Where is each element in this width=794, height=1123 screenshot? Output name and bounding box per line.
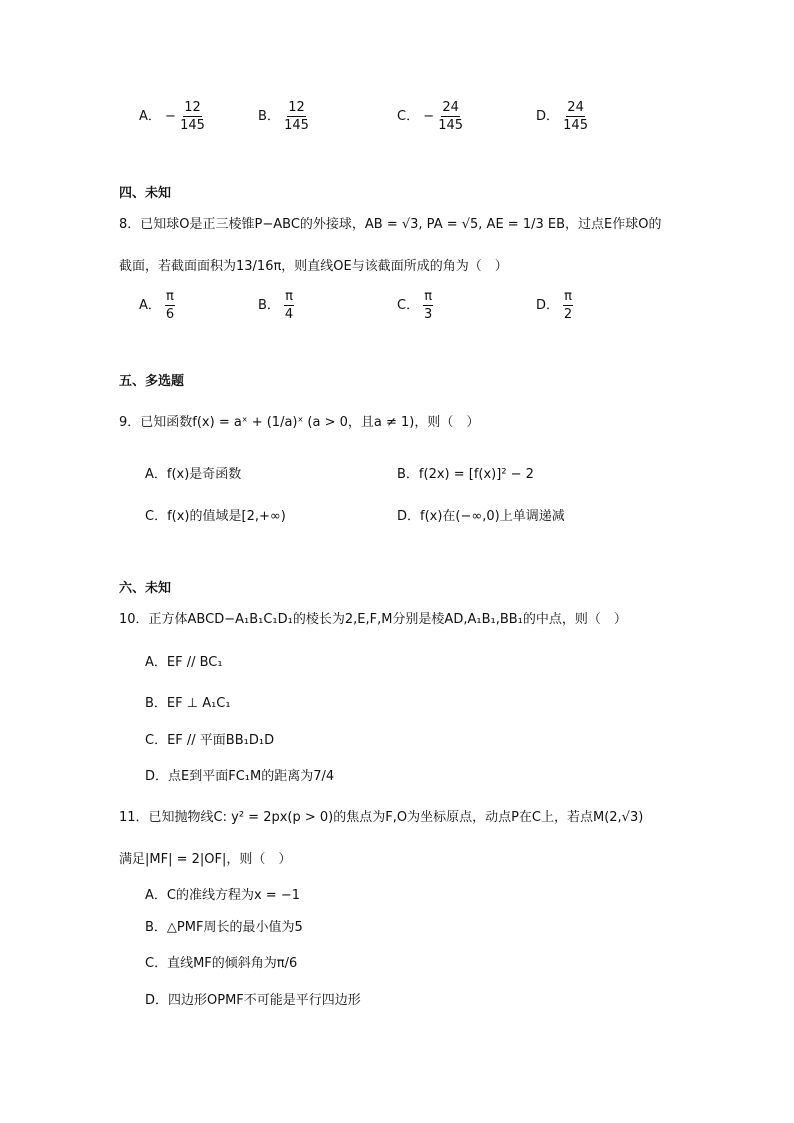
q8-option-c <box>397 290 433 321</box>
q8-b-num: π <box>285 289 293 304</box>
q7-option-d-fraction <box>563 101 588 132</box>
q8-d-den: 2 <box>563 307 573 322</box>
section-4-heading: 四、未知 <box>119 186 172 201</box>
q7-a-num: 12 <box>184 100 201 115</box>
q8-option-c-label: C． <box>397 298 420 313</box>
q7-option-a-label: A． <box>139 109 161 124</box>
q7-option-a-sign: − <box>165 109 176 124</box>
q11-option-d: D．四边形OPMF不可能是平行四边形 <box>145 993 361 1008</box>
q7-option-a-fraction <box>180 101 205 132</box>
q8-option-a <box>139 290 175 321</box>
q10-option-b: B．EF ⊥ A₁C₁ <box>145 696 231 711</box>
q7-b-num: 12 <box>288 100 305 115</box>
section-5-heading: 五、多选题 <box>119 374 185 389</box>
q8-c-den: 3 <box>423 307 433 322</box>
q10-option-c: C．EF // 平面BB₁D₁D <box>145 733 275 748</box>
q7-d-den: 145 <box>563 118 588 133</box>
q7-option-b-fraction <box>284 101 309 132</box>
q7-option-c-fraction <box>438 101 463 132</box>
q11-stem-line1: 11．已知抛物线C: y² = 2px(p > 0)的焦点为F,O为坐标原点，动点P在C上，若点M(2,√3) <box>119 810 644 825</box>
q7-option-c <box>397 101 463 132</box>
q7-c-den: 145 <box>438 118 464 133</box>
q11-option-b: B．△PMF周长的最小值为5 <box>145 920 303 935</box>
q9-option-a: A．f(x)是奇函数 <box>145 467 242 482</box>
q8-a-num: π <box>166 289 174 304</box>
q7-b-den: 145 <box>284 118 309 133</box>
q8-stem-line2: 截面，若截面面积为13/16π，则直线OE与该截面所成的角为（ ） <box>119 259 508 274</box>
q7-option-a <box>139 101 205 132</box>
q10-stem: 10．正方体ABCD−A₁B₁C₁D₁的棱长为2,E,F,M分别是棱AD,A₁B₁,BB₁的中点，则（ ） <box>119 612 627 627</box>
q7-option-c-sign: − <box>423 109 435 124</box>
q8-option-b-label: B． <box>258 298 280 313</box>
q8-option-c-fraction <box>423 290 433 321</box>
q7-option-b-label: B． <box>258 109 280 124</box>
q7-c-num: 24 <box>442 100 459 115</box>
q7-option-d-label: D． <box>536 109 560 124</box>
q8-option-d <box>536 290 573 321</box>
q8-option-a-label: A． <box>139 298 161 313</box>
q8-option-d-label: D． <box>536 298 560 313</box>
q11-option-c: C．直线MF的倾斜角为π/6 <box>145 956 298 971</box>
q7-a-den: 145 <box>180 118 205 133</box>
section-6-heading: 六、未知 <box>119 581 172 596</box>
q8-option-b-fraction <box>284 290 294 321</box>
q7-d-num: 24 <box>567 100 584 115</box>
q8-a-den: 6 <box>165 307 175 322</box>
q10-option-a: A．EF // BC₁ <box>145 655 223 670</box>
q8-option-a-fraction <box>165 290 175 321</box>
q9-option-b: B．f(2x) = [f(x)]² − 2 <box>397 467 534 482</box>
q7-option-d <box>536 101 588 132</box>
q8-b-den: 4 <box>284 307 294 322</box>
q8-d-num: π <box>564 289 572 304</box>
q8-stem-line1: 8．已知球O是正三棱锥P−ABC的外接球，AB = √3, PA = √5, AE = 1/3 EB，过点E作球O的 <box>119 217 662 232</box>
q9-option-d: D．f(x)在(−∞,0)上单调递减 <box>397 509 565 524</box>
q10-option-d: D．点E到平面FC₁M的距离为7/4 <box>145 769 335 784</box>
q7-option-b <box>258 101 309 132</box>
q8-option-b <box>258 290 294 321</box>
q8-option-d-fraction <box>563 290 573 321</box>
q9-option-c: C．f(x)的值域是[2,+∞) <box>145 509 286 524</box>
q11-stem-line2: 满足|MF| = 2|OF|，则（ ） <box>119 852 292 867</box>
q7-option-c-label: C． <box>397 109 420 124</box>
q11-option-a: A．C的准线方程为x = −1 <box>145 888 300 903</box>
q8-c-num: π <box>424 289 433 304</box>
q9-stem: 9．已知函数f(x) = aˣ + (1/a)ˣ (a > 0，且a ≠ 1)，则（ ） <box>119 415 480 430</box>
